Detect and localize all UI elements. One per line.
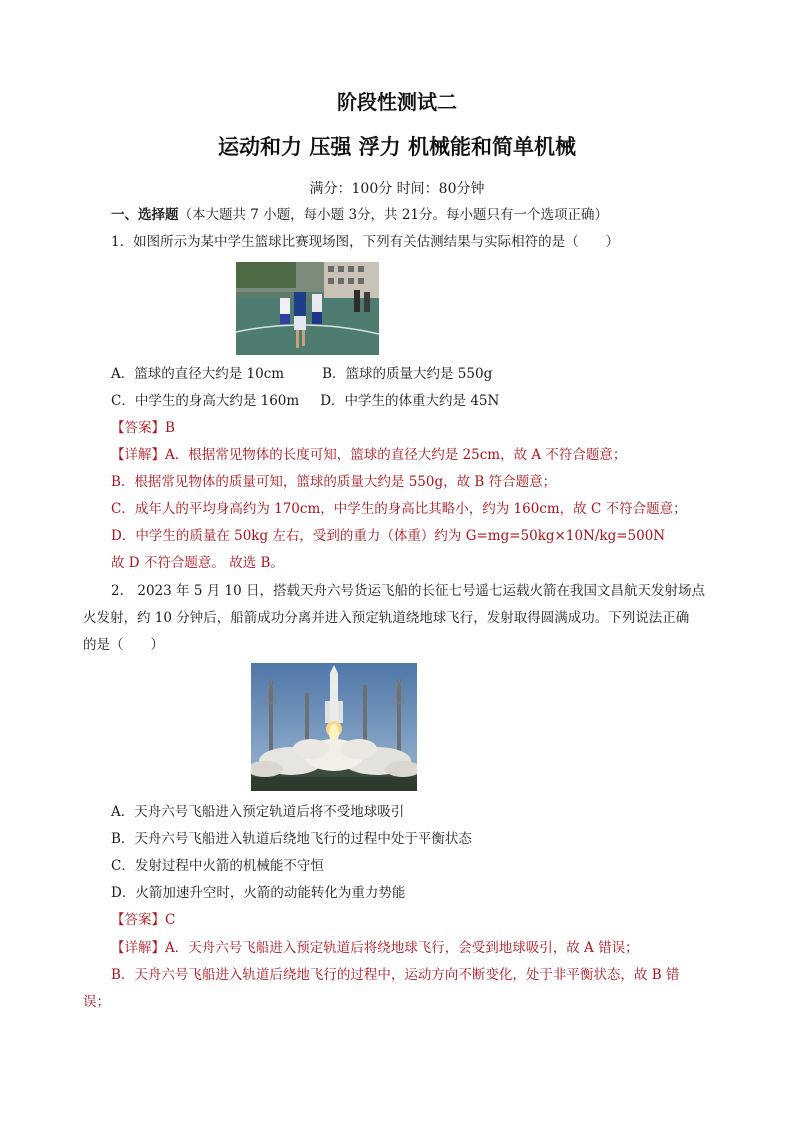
q2-stem-line-3: 的是（ ）	[83, 637, 164, 653]
q1-detail-b: B．根据常见物体的质量可知，篮球的质量大约是 550g，故 B 符合题意；	[111, 474, 557, 490]
q2-detail-a: 【详解】A．天舟六号飞船进入预定轨道后将绕地球飞行，会受到地球吸引，故 A 错误；	[111, 940, 639, 956]
q2-answer: 【答案】C	[111, 912, 176, 928]
q2-option-d: D．火箭加速升空时，火箭的动能转化为重力势能	[111, 885, 406, 901]
q2-option-b: B．天舟六号飞船进入轨道后绕地飞行的过程中处于平衡状态	[111, 831, 472, 847]
q2-option-c: C．发射过程中火箭的机械能不守恒	[111, 858, 324, 874]
q2-stem-line-2: 火发射，约 10 分钟后，船箭成功分离并进入预定轨道绕地球飞行，发射取得圆满成功。下列说法正确	[83, 610, 690, 626]
q1-option-d: D．中学生的体重大约是 45N	[320, 393, 500, 409]
q1-detail-c: C．成年人的平均身高约为 170cm，中学生的身高比其略小，约为 160cm，故 C 不符合题意；	[111, 501, 687, 517]
rocket-launch-photo	[251, 663, 417, 791]
section-heading	[111, 206, 608, 224]
section-title: 一、选择题	[111, 207, 179, 223]
q1-detail-d: D．中学生的质量在 50kg 左右，受到的重力（体重）约为 G=mg=50kg×10N/kg=500N	[111, 528, 666, 544]
q1-option-a: A．篮球的直径大约是 10cm	[111, 366, 285, 382]
q1-stem: 1．如图所示为某中学生篮球比赛现场图，下列有关估测结果与实际相符的是（ ）	[111, 234, 620, 250]
q2-detail-b: B．天舟六号飞船进入轨道后绕地飞行的过程中，运动方向不断变化，处于非平衡状态，故 B 错	[111, 967, 680, 983]
document-title: 阶段性测试二	[337, 90, 457, 114]
q1-option-b: B．篮球的质量大约是 550g	[322, 366, 493, 382]
q1-option-c: C．中学生的身高大约是 160m	[111, 393, 300, 409]
q1-answer: 【答案】B	[111, 420, 175, 436]
section-description: （本大题共 7 小题，每小题 3分，共 21分。每小题只有一个选项正确）	[178, 207, 609, 223]
q2-stem-line-1: 2. 2023 年 5 月 10 日，搭载天舟六号货运飞船的长征七号遥七运载火箭在我国文昌航天发射场点	[111, 583, 705, 599]
basketball-game-photo	[236, 262, 379, 355]
q1-options-row-2	[111, 392, 499, 410]
q2-detail-b-continued: 误；	[83, 994, 110, 1010]
q1-detail-a: 【详解】A．根据常见物体的长度可知，篮球的直径大约是 25cm，故 A 不符合题意；	[111, 447, 627, 463]
document-subtitle: 运动和力 压强 浮力 机械能和简单机械	[218, 134, 576, 159]
exam-meta: 满分：100分 时间：80分钟	[309, 181, 485, 197]
q1-detail-conclusion: 故 D 不符合题意。 故选 B。	[111, 555, 284, 571]
q2-option-a: A．天舟六号飞船进入预定轨道后将不受地球吸引	[111, 804, 405, 820]
q1-options-row-1	[111, 365, 492, 383]
